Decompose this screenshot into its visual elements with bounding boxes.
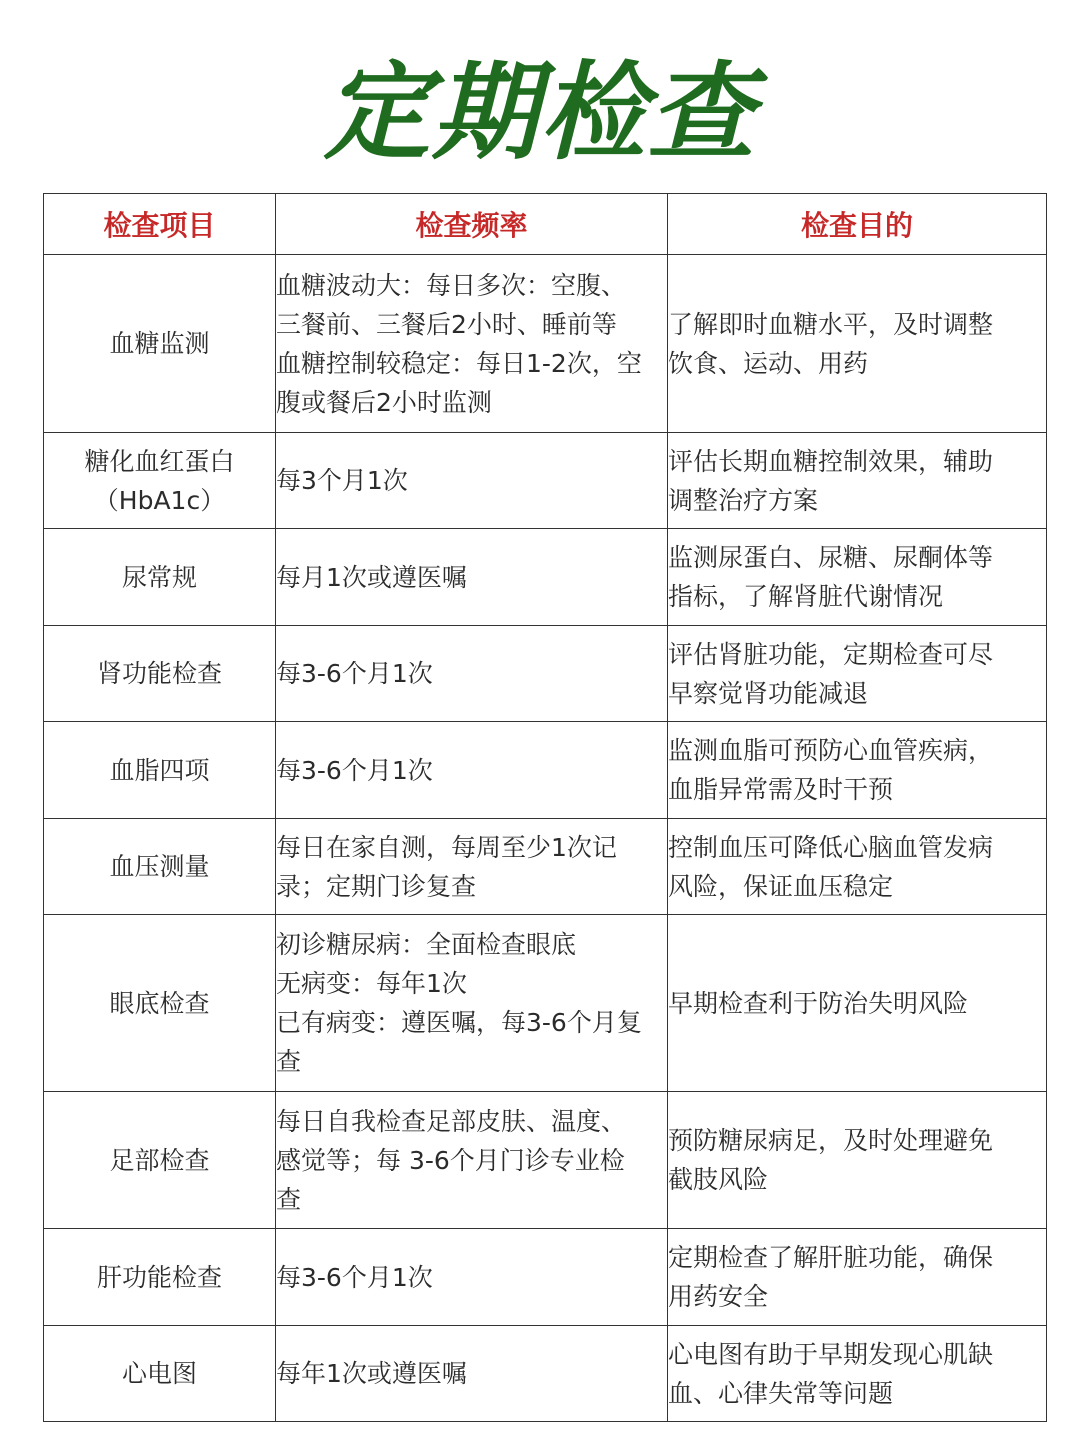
page-title: 定期检查: [324, 51, 756, 174]
table-row: [44, 433, 1047, 529]
item-cell: [44, 255, 276, 433]
frequency-cell: [276, 915, 668, 1092]
purpose-text: 早期检查利于防治失明风险: [668, 988, 969, 1018]
purpose-cell: [668, 915, 1047, 1092]
frequency-text: 初诊糖尿病：全面检查眼底: [276, 930, 577, 959]
frequency-text: 每日自我检查足部皮肤、温度、: [276, 1106, 627, 1136]
item-cell: [44, 626, 276, 722]
frequency-cell: [276, 722, 668, 819]
purpose-text: 监测尿蛋白、尿糖、尿酮体等: [668, 543, 994, 572]
frequency-text: 每3-6个月1次: [276, 1262, 433, 1292]
item-text: 肝功能检查: [96, 1262, 222, 1292]
purpose-cell: [668, 819, 1047, 915]
item-text: （HbA1c）: [93, 485, 226, 515]
frequency-cell: [276, 1229, 668, 1326]
item-text: 血压测量: [109, 852, 210, 881]
item-cell: [44, 819, 276, 915]
table-row: [44, 819, 1047, 915]
frequency-cell: [276, 529, 668, 626]
purpose-text: 风险，保证血压稳定: [668, 871, 894, 901]
item-text: 眼底检查: [109, 988, 210, 1018]
frequency-text: 感觉等；每 3-6个月门诊专业检: [276, 1145, 625, 1175]
item-cell: [44, 915, 276, 1092]
frequency-cell: [276, 1092, 668, 1229]
checkup-table: [43, 193, 1047, 1422]
frequency-cell: [276, 1326, 668, 1422]
item-cell: [44, 722, 276, 819]
frequency-cell: [276, 819, 668, 915]
table-row: [44, 1229, 1047, 1326]
item-cell: [44, 529, 276, 626]
purpose-cell: [668, 1229, 1047, 1326]
frequency-text: 腹或餐后2小时监测: [276, 387, 492, 417]
item-text: 足部检查: [109, 1145, 210, 1175]
frequency-text: 查: [276, 1047, 302, 1076]
purpose-cell: [668, 255, 1047, 433]
purpose-text: 早察觉肾功能减退: [668, 678, 869, 708]
table-row: [44, 529, 1047, 626]
table-row: [44, 915, 1047, 1092]
purpose-text: 截肢风险: [668, 1165, 769, 1194]
table-row: [44, 255, 1047, 433]
purpose-text: 预防糖尿病足，及时处理避免: [668, 1126, 994, 1155]
frequency-text: 每3-6个月1次: [276, 755, 433, 785]
purpose-cell: [668, 433, 1047, 529]
item-text: 血糖监测: [109, 329, 210, 358]
frequency-text: 每日在家自测，每周至少1次记: [276, 832, 617, 862]
purpose-cell: [668, 1092, 1047, 1229]
purpose-text: 评估肾脏功能，定期检查可尽: [668, 639, 994, 669]
header-item: 检查项目: [44, 194, 276, 255]
frequency-text: 血糖波动大：每日多次：空腹、: [276, 270, 627, 300]
frequency-text: 每月1次或遵医嘱: [276, 562, 467, 592]
frequency-text: 每3个月1次: [276, 466, 408, 495]
header-purpose: 检查目的: [668, 194, 1047, 255]
purpose-text: 血、心律失常等问题: [668, 1378, 894, 1408]
purpose-text: 评估长期血糖控制效果，辅助: [668, 446, 994, 476]
item-cell: [44, 1092, 276, 1229]
purpose-text: 监测血脂可预防心血管疾病，: [668, 736, 994, 765]
frequency-cell: [276, 433, 668, 529]
purpose-text: 心电图有助于早期发现心肌缺: [668, 1339, 994, 1369]
purpose-text: 定期检查了解肝脏功能，确保: [668, 1243, 994, 1272]
purpose-text: 血脂异常需及时干预: [668, 775, 894, 804]
table-row: [44, 722, 1047, 819]
purpose-cell: [668, 626, 1047, 722]
frequency-text: 三餐前、三餐后2小时、睡前等: [276, 309, 617, 339]
purpose-text: 用药安全: [668, 1282, 769, 1311]
purpose-text: 饮食、运动、用药: [668, 348, 869, 378]
table-row: [44, 626, 1047, 722]
purpose-text: 了解即时血糖水平，及时调整: [668, 309, 994, 339]
frequency-text: 无病变：每年1次: [276, 969, 467, 998]
item-cell: [44, 433, 276, 529]
frequency-text: 录；定期门诊复查: [276, 871, 477, 901]
frequency-cell: [276, 255, 668, 433]
item-text: 肾功能检查: [96, 659, 222, 688]
purpose-cell: [668, 1326, 1047, 1422]
purpose-text: 调整治疗方案: [668, 485, 819, 515]
table-header-row: [44, 194, 1047, 255]
item-text: 糖化血红蛋白: [84, 446, 235, 476]
table-row: [44, 1092, 1047, 1229]
frequency-text: 每年1次或遵医嘱: [276, 1359, 467, 1388]
item-cell: [44, 1229, 276, 1326]
item-text: 心电图: [121, 1359, 197, 1388]
item-text: 尿常规: [121, 562, 197, 592]
item-text: 血脂四项: [109, 755, 210, 785]
table-row: [44, 1326, 1047, 1422]
header-frequency: 检查频率: [276, 194, 668, 255]
frequency-text: 每3-6个月1次: [276, 659, 433, 688]
frequency-text: 血糖控制较稳定：每日1-2次，空: [276, 348, 642, 378]
purpose-text: 控制血压可降低心脑血管发病: [668, 832, 994, 862]
frequency-text: 已有病变：遵医嘱，每3-6个月复: [276, 1008, 642, 1037]
purpose-cell: [668, 722, 1047, 819]
frequency-cell: [276, 626, 668, 722]
purpose-text: 指标，了解肾脏代谢情况: [668, 582, 944, 611]
purpose-cell: [668, 529, 1047, 626]
frequency-text: 查: [276, 1184, 302, 1214]
item-cell: [44, 1326, 276, 1422]
